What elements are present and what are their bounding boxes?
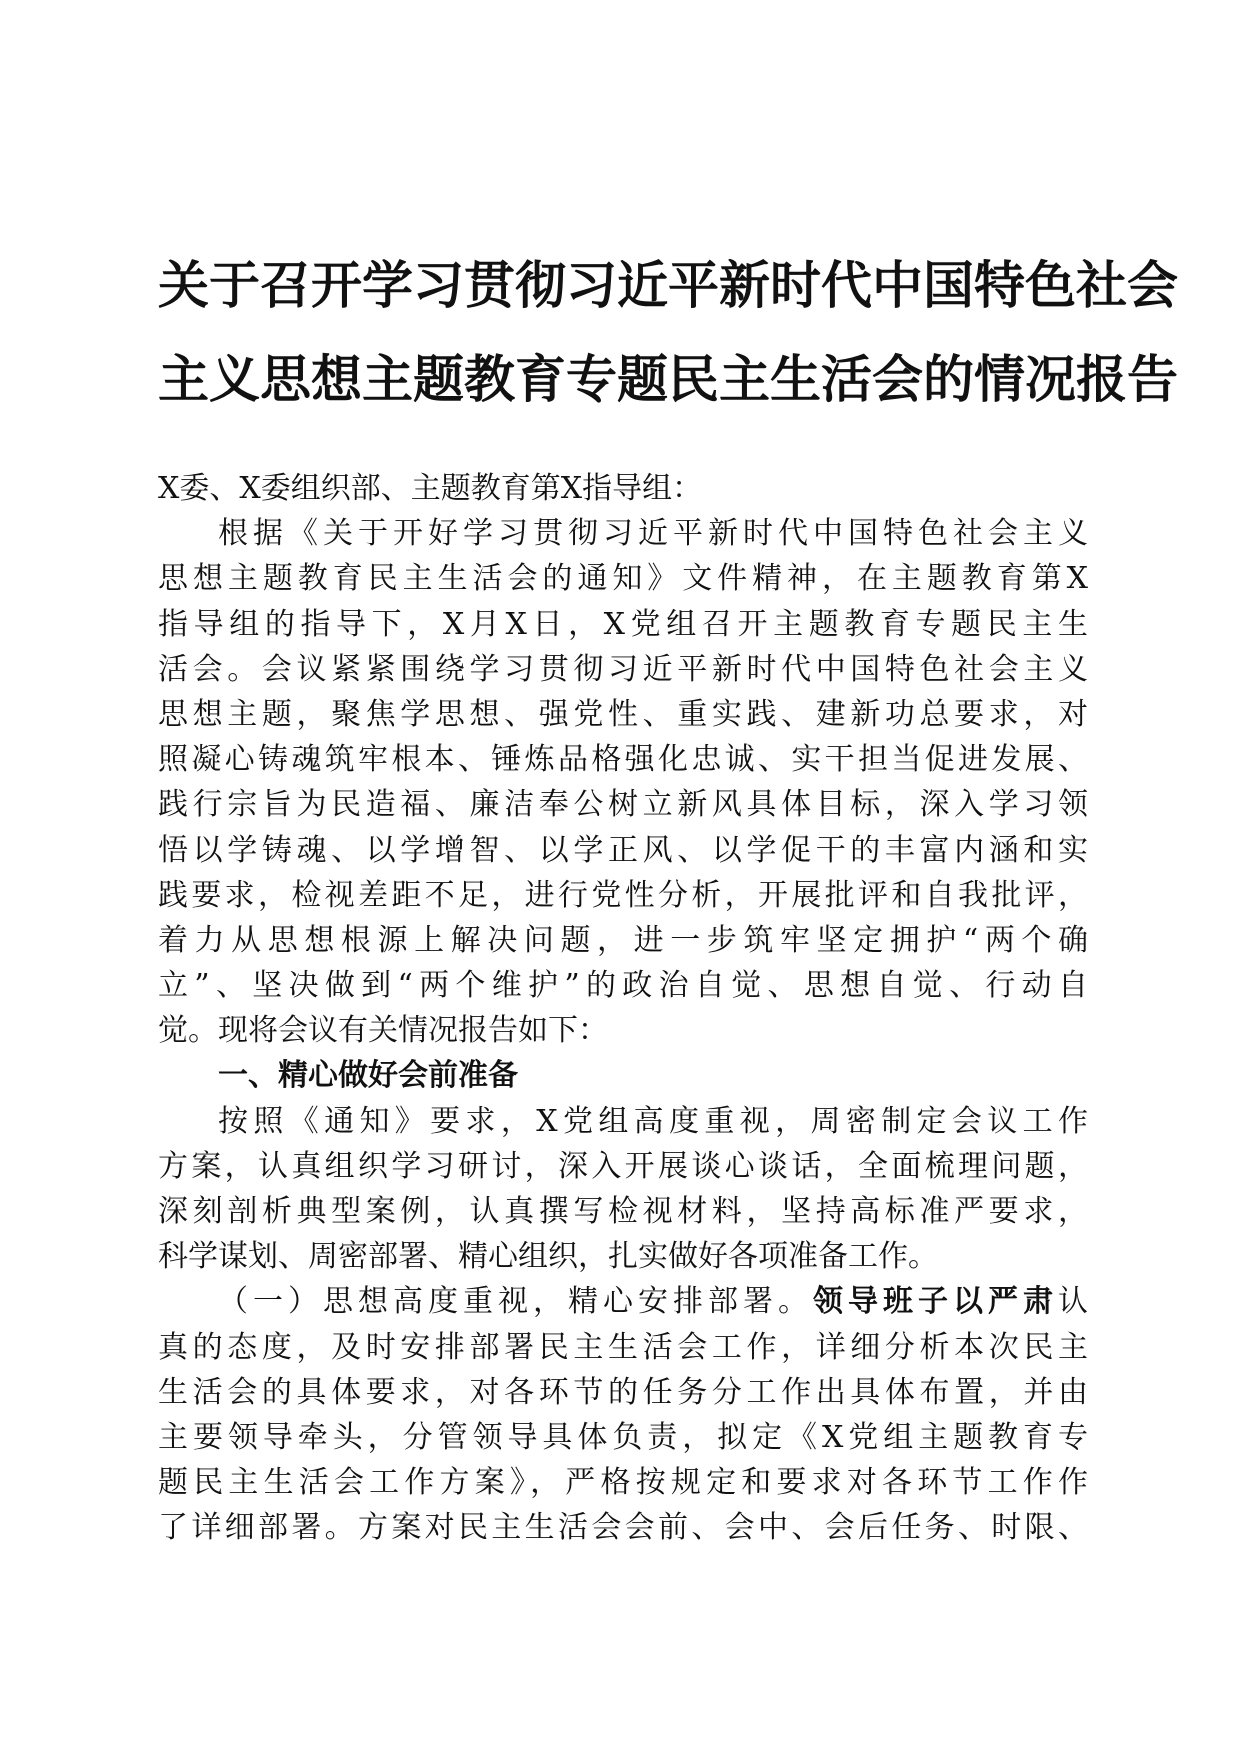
document-title	[158, 240, 1179, 428]
title-line: 关于召开学习贯彻习近平新时代中国特色社会	[158, 257, 1179, 316]
paragraph-line: 思想主题教育民主生活会的通知》文件精神，在主题教育第X	[158, 561, 1088, 597]
paragraph-line: 主要领导牵头，分管领导具体负责，拟定《X党组主题教育专	[158, 1419, 1088, 1455]
document-body	[158, 466, 1088, 1551]
paragraph-line: 践要求，检视差距不足，进行党性分析，开展批评和自我批评，	[158, 877, 1088, 913]
paragraph-line: 深刻剖析典型案例，认真撰写检视材料，坚持高标准严要求，	[158, 1194, 1088, 1229]
paragraph-line: 按照《通知》要求，X党组高度重视，周密制定会议工作	[218, 1103, 1088, 1139]
paragraph-intro	[158, 511, 1088, 1053]
paragraph-line: 真的态度，及时安排部署民主生活会工作，详细分析本次民主	[158, 1329, 1088, 1365]
title-line: 主义思想主题教育专题民主生活会的情况报告	[158, 351, 1179, 410]
paragraph-subsection-1	[158, 1279, 1088, 1550]
paragraph-line: 活会。会议紧紧围绕学习贯彻习近平新时代中国特色社会主义	[158, 651, 1088, 687]
paragraph-line: 践行宗旨为民造福、廉洁奉公树立新风具体目标，深入学习领	[158, 787, 1088, 823]
paragraph-line: 指导组的指导下，X月X日，X党组召开主题教育专题民主生	[158, 606, 1088, 642]
paragraph-line: 照凝心铸魂筑牢根本、锤炼品格强化忠诚、实干担当促进发展、	[158, 742, 1088, 778]
paragraph-line: 题民主生活会工作方案》，严格按规定和要求对各环节工作作	[158, 1465, 1088, 1501]
subsection-heading: （一）思想高度重视，精心安排部署。	[218, 1284, 813, 1320]
paragraph-line	[158, 1279, 1088, 1324]
paragraph-line: 着力从思想根源上解决问题，进一步筑牢坚定拥护“两个确	[158, 922, 1088, 958]
paragraph-line: 思想主题，聚焦学思想、强党性、重实践、建新功总要求，对	[158, 696, 1088, 732]
paragraph-line: 立”、坚决做到“两个维护”的政治自觉、思想自觉、行动自	[158, 968, 1088, 1004]
paragraph-line: 方案，认真组织学习研讨，深入开展谈心谈话，全面梳理问题，	[158, 1148, 1088, 1184]
paragraph-line: 悟以学铸魂、以学增智、以学正风、以学促干的丰富内涵和实	[158, 832, 1088, 868]
section-heading: 一、精心做好会前准备	[218, 1058, 518, 1094]
paragraph-line: 根据《关于开好学习贯彻习近平新时代中国特色社会主义	[218, 516, 1088, 552]
emphasis-text: 领导班子以严肃	[813, 1284, 1058, 1320]
paragraph-line: 生活会的具体要求，对各环节的任务分工作出具体布置，并由	[158, 1374, 1088, 1410]
paragraph-line: 了详细部署。方案对民主生活会会前、会中、会后任务、时限、	[158, 1510, 1088, 1546]
paragraph-line: 科学谋划、周密部署、精心组织，扎实做好各项准备工作。	[158, 1239, 938, 1275]
paragraph-text: 认	[1058, 1284, 1088, 1320]
salutation: X委、X委组织部、主题教育第X指导组：	[158, 471, 703, 506]
paragraph-line: 觉。现将会议有关情况报告如下：	[158, 1013, 608, 1049]
paragraph-preparation	[158, 1099, 1088, 1280]
